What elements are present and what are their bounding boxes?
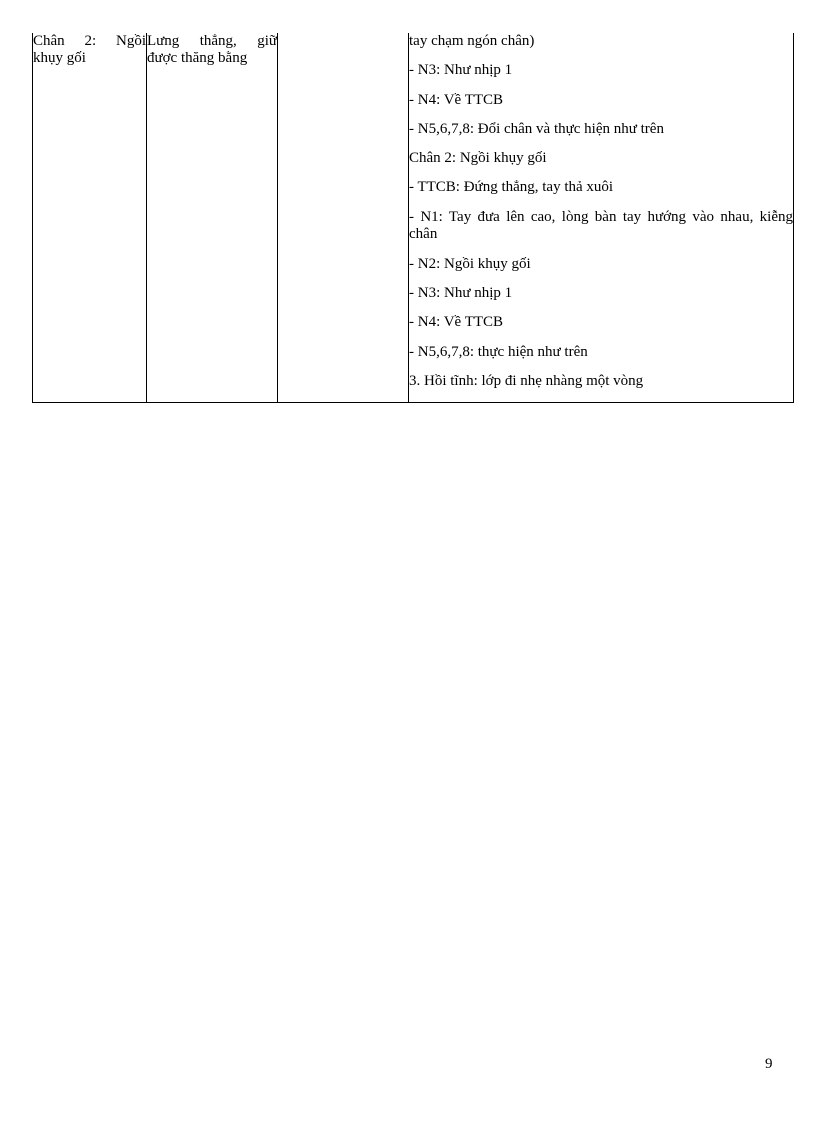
- page-number: 9: [765, 1056, 773, 1072]
- table-cell-instructions: [409, 33, 794, 403]
- instruction-line: - N4: Về TTCB: [409, 314, 504, 331]
- instruction-line: 3. Hồi tĩnh: lớp đi nhẹ nhàng một vòng: [409, 372, 644, 389]
- instruction-line: - N5,6,7,8: thực hiện như trên: [409, 343, 588, 360]
- instruction-line: - N3: Như nhịp 1: [409, 62, 513, 79]
- instruction-line: - N5,6,7,8: Đổi chân và thực hiện như trên: [409, 120, 664, 137]
- table-cell-empty: [278, 33, 409, 403]
- table-cell-requirement: [147, 33, 278, 403]
- instruction-line: - N2: Ngồi khụy gối: [409, 255, 531, 272]
- exercise-table: [32, 33, 794, 403]
- instruction-line: - N1: Tay đưa lên cao, lòng bàn tay hướng vào nhau, kiễng chân: [409, 208, 793, 242]
- instruction-line: - N3: Như nhịp 1: [409, 285, 513, 302]
- instruction-line: tay chạm ngón chân): [409, 33, 535, 49]
- instruction-line: - TTCB: Đứng thẳng, tay thả xuôi: [409, 179, 614, 196]
- exercise-name: Chân 2: Ngồi khụy gối: [33, 33, 146, 66]
- instruction-line: Chân 2: Ngồi khụy gối: [409, 150, 547, 167]
- table-row: [33, 33, 794, 403]
- table-cell-exercise: [33, 33, 147, 403]
- exercise-requirement: Lưng thẳng, giữ được thăng bằng: [147, 33, 277, 66]
- instruction-line: - N4: Về TTCB: [409, 91, 504, 108]
